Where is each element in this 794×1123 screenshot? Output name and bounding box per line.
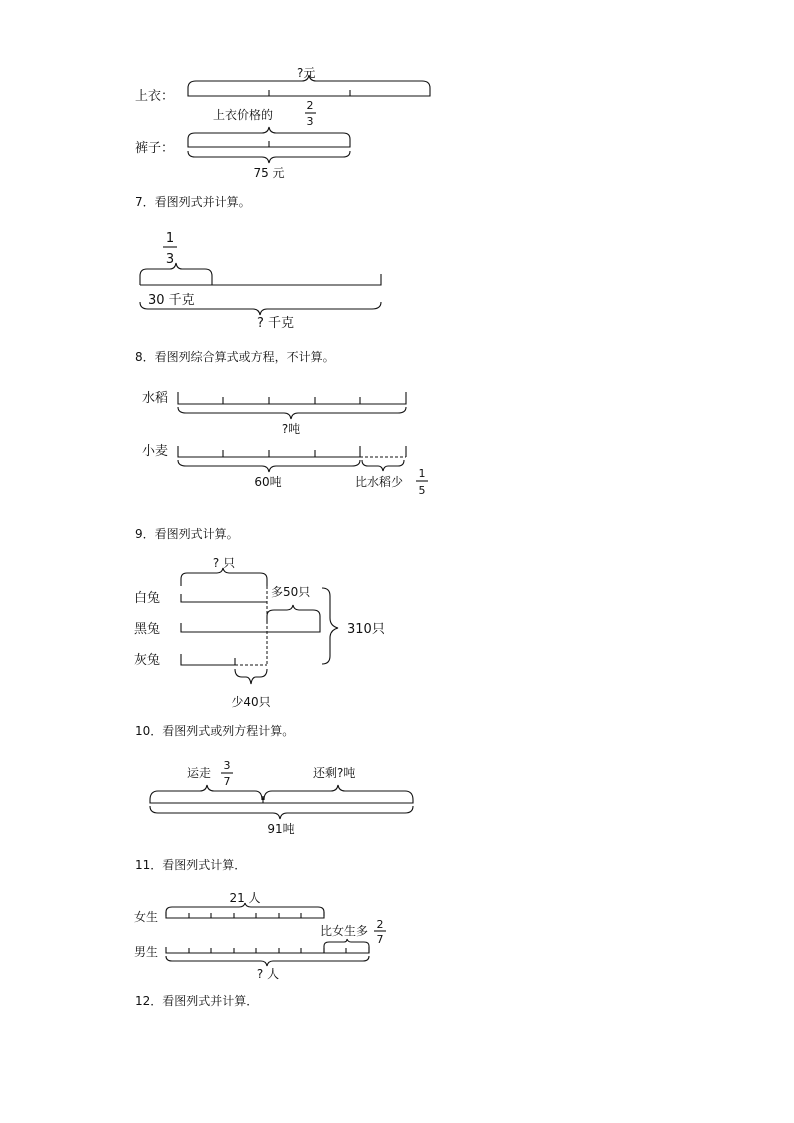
q6-pants-brace bbox=[188, 127, 350, 139]
q11-label-girls: 女生 bbox=[134, 910, 159, 924]
q6-label-pants: 裤子： bbox=[135, 141, 175, 156]
q8-rice-bar bbox=[178, 392, 406, 404]
q8-less-text: 比水稻少 bbox=[355, 475, 404, 489]
q9-total-brace bbox=[322, 588, 338, 664]
q7-bar bbox=[140, 274, 381, 285]
q11-label-boys: 男生 bbox=[134, 945, 159, 959]
q10-total-brace bbox=[150, 806, 413, 819]
q9-less-brace bbox=[235, 669, 267, 684]
q8-label-wheat: 小麦 bbox=[142, 444, 169, 459]
q8-title: 8．看图列综合算式或方程，不计算。 bbox=[135, 350, 335, 364]
q10-title: 10．看图列式或列方程计算。 bbox=[135, 724, 295, 738]
q10-remain-text: 还剩?吨 bbox=[313, 766, 356, 780]
q6-mid-text: 上衣价格的 bbox=[213, 108, 274, 122]
q9-title: 9．看图列式计算。 bbox=[135, 527, 239, 541]
q8-frac-den: 5 bbox=[418, 484, 426, 497]
q11-girls-bar bbox=[166, 912, 324, 918]
q10-diagram bbox=[150, 759, 413, 836]
q9-more-brace bbox=[267, 605, 320, 623]
q11-frac-num: 2 bbox=[376, 918, 384, 931]
q11-total-brace bbox=[166, 956, 369, 966]
q8-wheat-brace bbox=[178, 460, 360, 472]
q11-frac-den: 7 bbox=[376, 933, 384, 946]
q7-part-value: 30 千克 bbox=[148, 293, 195, 308]
q8-rice-total: ?吨 bbox=[281, 422, 301, 436]
q9-more-text: 多50只 bbox=[271, 585, 311, 599]
q10-total: 91吨 bbox=[267, 822, 295, 836]
q9-diagram bbox=[134, 556, 385, 709]
q8-wheat-value: 60吨 bbox=[254, 475, 282, 489]
q12-title: 12．看图列式并计算． bbox=[135, 994, 259, 1008]
q9-white-bar bbox=[181, 594, 267, 602]
q10-frac-den: 7 bbox=[223, 775, 231, 788]
q6-jacket-bar bbox=[188, 88, 430, 96]
q8-diagram bbox=[142, 390, 428, 497]
q6-label-jacket: 上衣： bbox=[135, 89, 175, 104]
q11-girls-value: 21 人 bbox=[229, 891, 261, 905]
q6-top-brace-label: ?元 bbox=[297, 66, 316, 80]
q9-label-black: 黑兔 bbox=[134, 622, 161, 637]
q9-less-text: 少40只 bbox=[231, 695, 271, 709]
q9-unknown-brace bbox=[181, 568, 267, 586]
q6-bottom-value: 75 元 bbox=[253, 166, 285, 180]
q8-less-brace bbox=[362, 460, 404, 471]
q6-frac-den: 3 bbox=[306, 115, 314, 128]
q10-bar bbox=[150, 800, 413, 803]
q9-label-white: 白兔 bbox=[134, 591, 161, 606]
q6-frac-num: 2 bbox=[306, 99, 314, 112]
q7-frac-den: 3 bbox=[165, 252, 175, 267]
q6-pants-bottom-brace bbox=[188, 151, 350, 163]
q11-diagram bbox=[134, 891, 386, 981]
q11-title: 11．看图列式计算． bbox=[135, 858, 247, 872]
q9-black-bar bbox=[181, 623, 320, 632]
q9-unknown: ? 只 bbox=[212, 556, 236, 570]
q10-remain-brace bbox=[264, 785, 413, 800]
q7-title: 7．看图列式并计算。 bbox=[135, 195, 251, 209]
q6-diagram bbox=[135, 66, 430, 180]
q9-total: 310只 bbox=[347, 622, 385, 637]
q7-diagram bbox=[140, 231, 381, 331]
q11-more-text: 比女生多 bbox=[320, 924, 369, 938]
q7-top-brace bbox=[140, 263, 212, 285]
q7-total: ? 千克 bbox=[257, 316, 295, 331]
q10-moved-text: 运走 bbox=[187, 766, 212, 780]
q8-frac-num: 1 bbox=[418, 467, 426, 480]
q9-label-gray: 灰兔 bbox=[134, 653, 161, 668]
q7-frac-num: 1 bbox=[165, 231, 175, 246]
q8-label-rice: 水稻 bbox=[142, 391, 169, 406]
q10-moved-brace bbox=[150, 785, 262, 800]
q11-boys-bar bbox=[166, 947, 369, 953]
q8-rice-brace bbox=[178, 407, 406, 419]
q10-frac-num: 3 bbox=[223, 759, 231, 772]
q11-total: ? 人 bbox=[256, 967, 280, 981]
q9-gray-bar bbox=[181, 654, 235, 665]
